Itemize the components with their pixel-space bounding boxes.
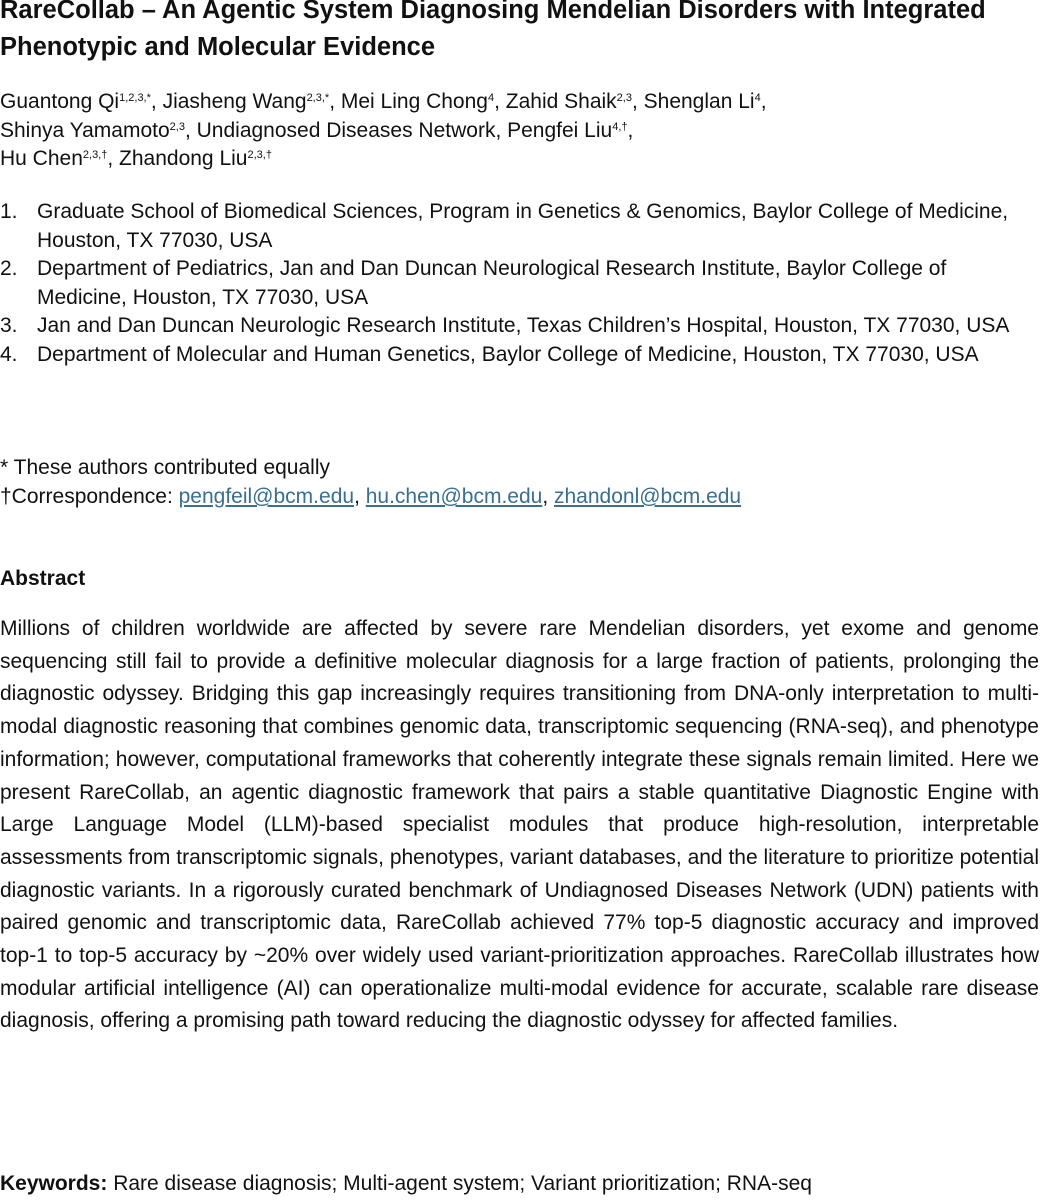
author: Zahid Shaik$^{2,3}$, <box>505 90 644 113</box>
abstract-text: Millions of children worldwide are affected by severe rare Mendelian disorders, yet exome and genome sequencing still fail to provide a definitive molecular diagnosis for a large fraction of patients, prolonging the diagnostic odyssey. Bridging this gap increasingly requires transitioning from DNA-only interpretation to multi-modal diagnostic reasoning that combines genomic data, transcriptomic sequencing (RNA-seq), and phenotype information; however, computational frameworks that coherently integrate these signals remain limited. Here we present RareCollab, an agentic diagnostic framework that pairs a stable quantitative Diagnostic Engine with Large Language Model (LLM)-based specialist modules that produce high-resolution, interpretable assessments from transcriptomic signals, phenotypes, variant databases, and the literature to prioritize potential diagnostic variants. In a rigorously curated benchmark of Undiagnosed Diseases Network (UDN) patients with paired genomic and transcriptomic data, RareCollab achieved 77% top-5 diagnostic accuracy and improved top-1 to top-5 accuracy by ~20% over widely used variant-prioritization approaches. RareCollab illustrates how modular artificial intelligence (AI) can operationalize multi-modal evidence for accurate, scalable rare disease diagnosis, offering a promising path toward reducing the diagnostic odyssey for affected families. <box>0 617 1039 1033</box>
email-link[interactable]: pengfeil@bcm.edu <box>178 485 355 508</box>
author: Jiasheng Wang$^{2,3,*}$, <box>162 90 341 113</box>
author: Shenglan Li$^4$, <box>643 90 767 113</box>
author-notes <box>0 453 1041 511</box>
author: Guantong $Qi^{1,2,3,*}$, <box>0 90 163 113</box>
affiliation-item: 2. Department of Pediatrics, Jan and Dan Duncan Neurological Research Institute, Baylor College of Medicine, Houston, TX 77030, USA <box>0 257 947 309</box>
email-link[interactable]: zhandonl@bcm.edu <box>554 485 742 508</box>
equal-contribution-note: * These authors contributed equally <box>0 456 330 479</box>
author-list <box>0 88 1041 174</box>
email-link[interactable]: hu.chen@bcm.edu <box>365 485 543 508</box>
paper-title: RareCollab – An Agentic System Diagnosing Mendelian Disorders with Integrated Phenotypic and Molecular Evidence <box>0 0 986 61</box>
affiliation-item: 4. Department of Molecular and Human Genetics, Baylor College of Medicine, Houston, TX 77030, USA <box>0 342 979 366</box>
abstract-heading: Abstract <box>0 567 86 590</box>
author: Hu Chen$^{2,3,\dagger}$, <box>0 147 120 170</box>
affiliation-list <box>0 198 1041 369</box>
author: Mei Ling Chong$^4$, <box>340 90 506 113</box>
author: Undiagnosed Diseases Network, <box>196 118 508 142</box>
affiliation-item: 3. Jan and Dan Duncan Neurologic Research Institute, Texas Children’s Hospital, Houston, TX 77030, USA <box>0 314 1010 337</box>
author: Pengfei Liu$^{4,\dagger}$, <box>507 118 634 142</box>
keywords-label: Keywords: <box>0 1172 108 1195</box>
keywords <box>0 1169 1041 1199</box>
author: Zhandong Liu$^{2,3,\dagger}$ <box>119 147 272 170</box>
keywords-text: Rare disease diagnosis; Multi-agent system; Variant prioritization; RNA-seq <box>107 1172 812 1195</box>
affiliation-item: 1. Graduate School of Biomedical Sciences, Program in Genetics & Genomics, Baylor College of Medicine, Houston, TX 77030, USA <box>0 200 1009 252</box>
author: Shinya Yamamoto$^{2,3}$, <box>0 118 197 142</box>
correspondence-note: †Correspondence: pengfeil@bcm.edu, hu.chen@bcm.edu, zhandonl@bcm.edu <box>0 485 742 508</box>
